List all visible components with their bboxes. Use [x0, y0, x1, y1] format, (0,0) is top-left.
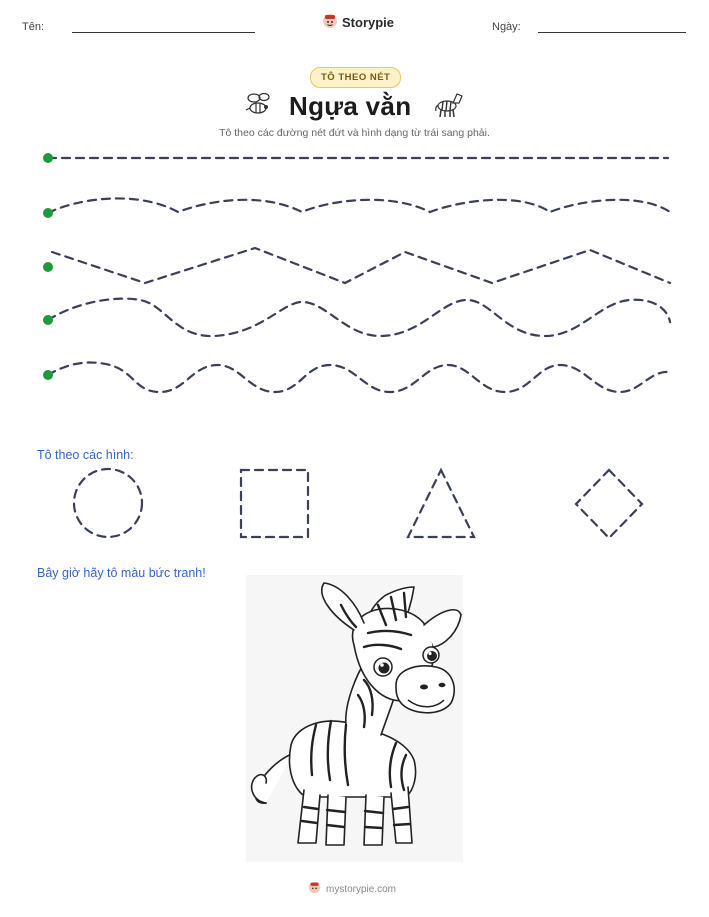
zebra-icon	[433, 89, 465, 124]
start-dot	[43, 262, 53, 272]
dashed-circle	[74, 469, 142, 537]
instructions-text: Tô theo các đường nét đứt và hình dạng từ trái sang phải.	[219, 127, 490, 139]
dashed-diamond	[576, 470, 642, 538]
name-field[interactable]	[72, 32, 255, 33]
date-label: Ngày:	[492, 21, 521, 33]
tracing-line-smooth-wave	[48, 198, 670, 213]
storypie-logo-icon	[322, 13, 338, 32]
page-title: Ngựa vằn	[289, 91, 412, 121]
tracing-line-long-wave	[48, 299, 670, 336]
brand-name: Storypie	[342, 15, 395, 30]
start-dot	[43, 315, 53, 325]
name-label: Tên:	[22, 21, 45, 33]
footer-url[interactable]: mystorypie.com	[326, 883, 397, 895]
start-dot	[43, 208, 53, 218]
start-dot	[43, 370, 53, 380]
zebra-drawing	[246, 575, 463, 862]
activity-badge: TÔ THEO NÉT	[310, 67, 401, 88]
start-dot	[43, 153, 53, 163]
footer	[308, 881, 396, 897]
dashed-triangle	[408, 470, 474, 537]
bee-icon	[244, 89, 274, 124]
zebra-coloring-image[interactable]	[246, 575, 463, 862]
dashed-square	[241, 470, 308, 537]
tracing-shapes	[0, 462, 709, 547]
shapes-section-title: Tô theo các hình:	[37, 448, 134, 462]
tracing-lines	[0, 140, 709, 400]
storypie-logo-icon	[308, 881, 321, 897]
tracing-line-zigzag	[52, 248, 670, 283]
tracing-line-bumpy-wave	[48, 362, 670, 392]
brand-logo	[322, 13, 394, 32]
coloring-section-title: Bây giờ hãy tô màu bức tranh!	[37, 566, 206, 580]
date-field[interactable]	[538, 32, 686, 33]
